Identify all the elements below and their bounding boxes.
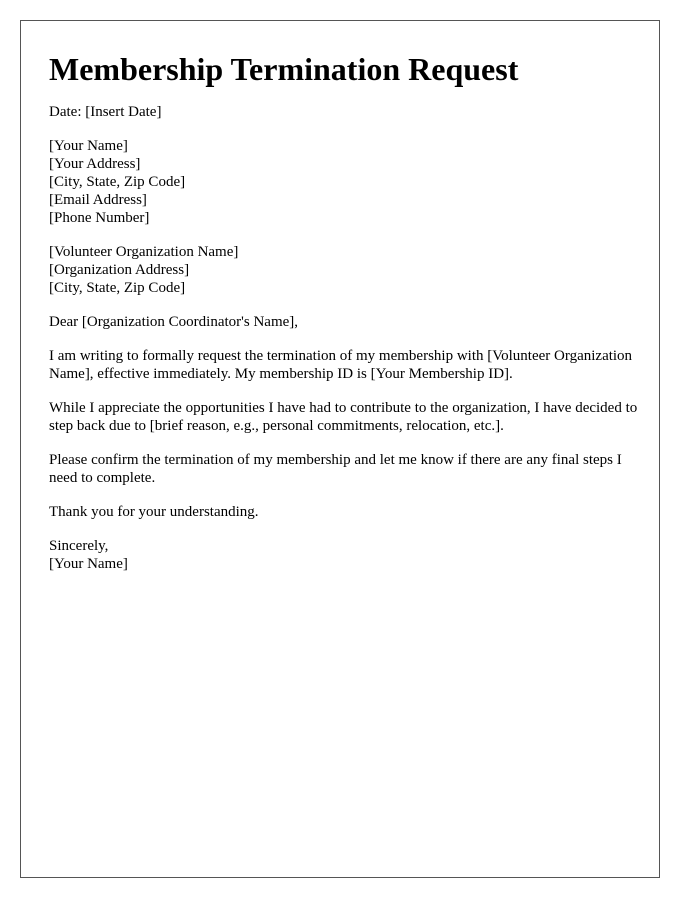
recipient-city-state-zip: [City, State, Zip Code] <box>49 280 186 296</box>
body-paragraph-request: I am writing to formally request the termination of my membership with [Volunteer Organization Name], effective immediately. My membership ID is [Your Membership ID]. <box>49 348 633 382</box>
closing: Sincerely, <box>49 538 109 554</box>
letter-content <box>49 49 639 589</box>
recipient-organization-name: [Volunteer Organization Name] <box>49 244 239 260</box>
body-paragraph-thanks: Thank you for your understanding. <box>49 504 259 520</box>
letter-page <box>20 20 660 878</box>
sender-address: [Your Address] <box>49 156 141 172</box>
sender-address-block <box>49 137 639 227</box>
body-paragraph-reason: While I appreciate the opportunities I have had to contribute to the organization, I have decided to step back due to [brief reason, e.g., personal commitments, relocation, etc.]. <box>49 400 638 434</box>
salutation: Dear [Organization Coordinator's Name], <box>49 314 299 330</box>
recipient-address-block <box>49 243 639 297</box>
sender-email: [Email Address] <box>49 192 147 208</box>
body-paragraph-confirm: Please confirm the termination of my membership and let me know if there are any final steps I need to complete. <box>49 452 622 486</box>
recipient-organization-address: [Organization Address] <box>49 262 190 278</box>
closing-block <box>49 537 639 573</box>
letter-title: Membership Termination Request <box>49 51 519 87</box>
signature: [Your Name] <box>49 556 128 572</box>
sender-name: [Your Name] <box>49 138 128 154</box>
sender-phone: [Phone Number] <box>49 210 150 226</box>
date-line: Date: [Insert Date] <box>49 104 162 120</box>
sender-city-state-zip: [City, State, Zip Code] <box>49 174 186 190</box>
